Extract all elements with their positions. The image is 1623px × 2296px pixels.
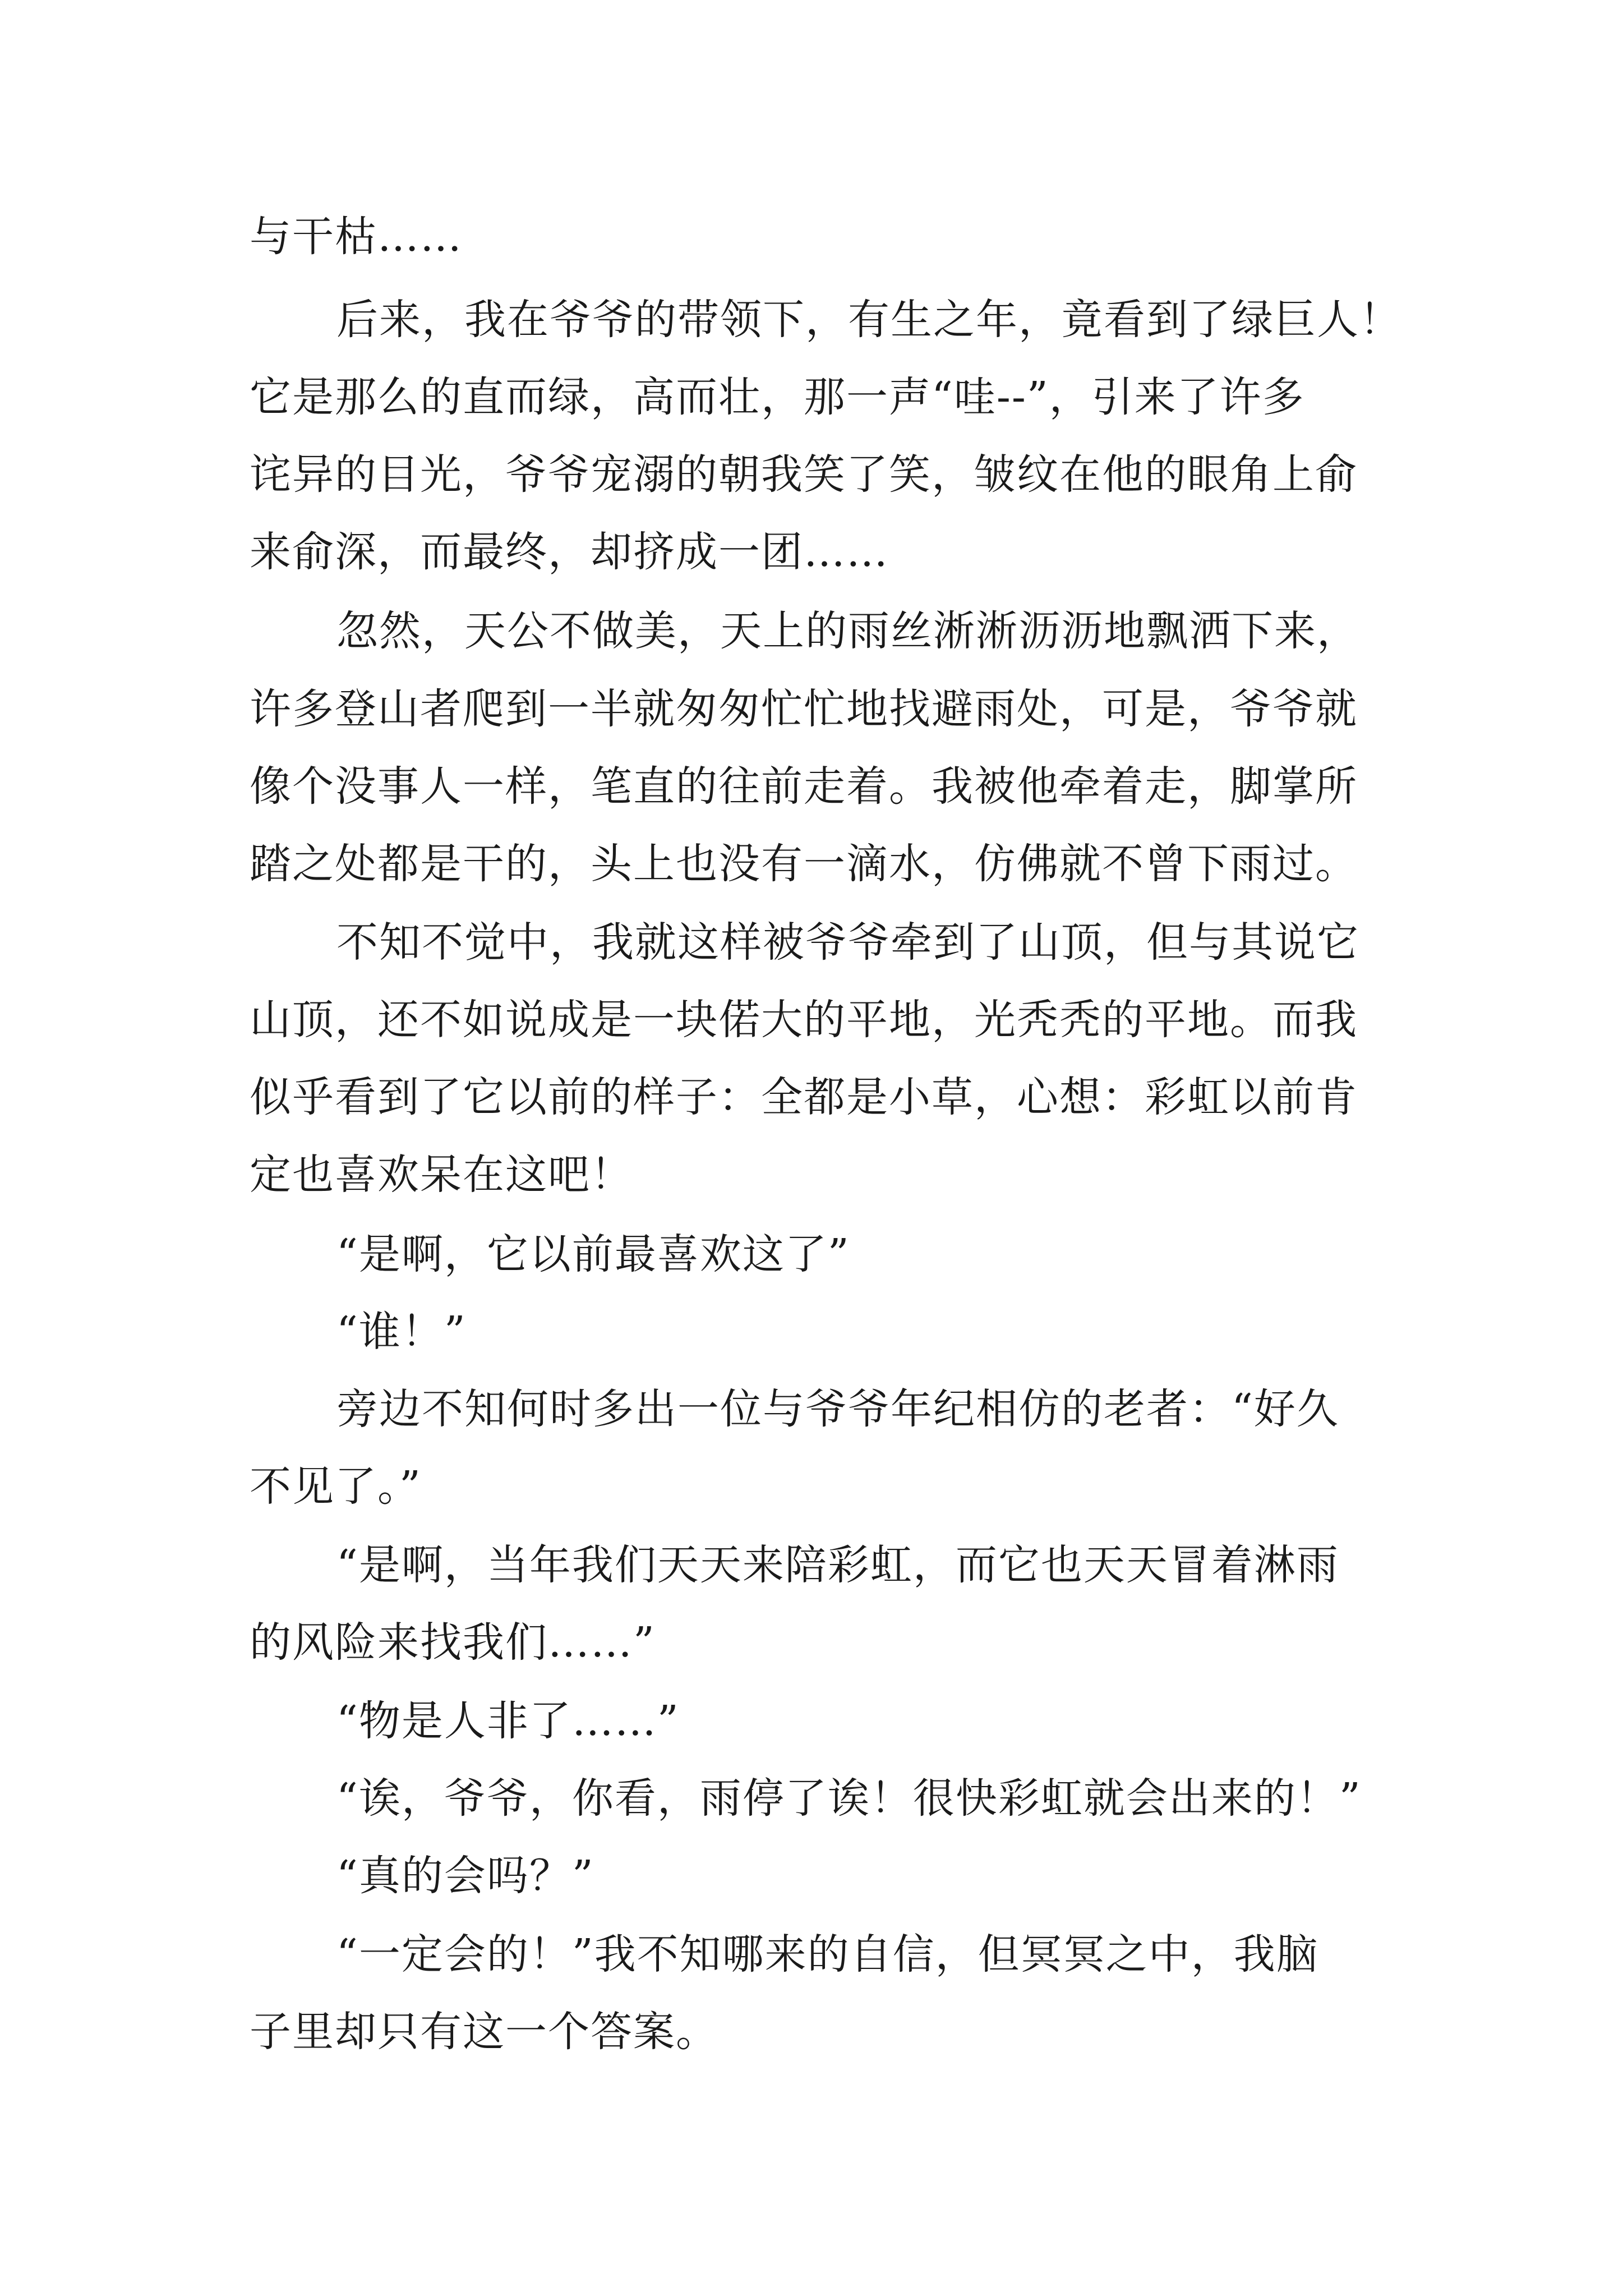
paragraph-start: 忽然，天公不做美，天上的雨丝淅淅沥沥地飘洒下来，	[336, 607, 1359, 655]
dialogue-line: “谁！”	[336, 1308, 467, 1356]
text-line: 它是那么的直而绿，高而壮，那一声“哇--”，引来了许多	[250, 373, 1305, 421]
text-line: 不见了。”	[250, 1462, 422, 1511]
dialogue-line: “诶，爷爷，你看，雨停了诶！很快彩虹就会出来的！”	[336, 1774, 1362, 1823]
dialogue-line: “物是人非了……”	[336, 1697, 680, 1745]
text-line: 子里却只有这一个答案。	[250, 2008, 718, 2056]
text-line: 定也喜欢呆在这吧！	[250, 1151, 633, 1199]
paragraph-start: 旁边不知何时多出一位与爷爷年纪相仿的老者：“好久	[336, 1385, 1339, 1433]
text-line: 踏之处都是干的，头上也没有一滴水，仿佛就不曾下雨过。	[250, 840, 1358, 888]
paragraph-start: 不知不觉中，我就这样被爷爷牵到了山顶，但与其说它	[336, 918, 1359, 967]
dialogue-line: “真的会吗？”	[336, 1852, 594, 1900]
text-line: 山顶，还不如说成是一块偌大的平地，光秃秃的平地。而我	[250, 996, 1358, 1044]
text-line: 与干枯……	[250, 213, 463, 261]
text-line: 像个没事人一样，笔直的往前走着。我被他牵着走，脚掌所	[250, 762, 1358, 811]
text-line: 许多登山者爬到一半就匆匆忙忙地找避雨处，可是，爷爷就	[250, 685, 1358, 733]
text-line: 的风险来找我们……”	[250, 1618, 656, 1667]
paragraph-start: 后来，我在爷爷的带领下，有生之年，竟看到了绿巨人！	[336, 296, 1402, 344]
dialogue-line: “是啊，它以前最喜欢这了”	[336, 1230, 850, 1278]
text-line: 诧异的目光，爷爷宠溺的朝我笑了笑，皱纹在他的眼角上俞	[250, 450, 1358, 499]
text-line: 来俞深，而最终，却挤成一团……	[250, 528, 889, 576]
text-line: 似乎看到了它以前的样子：全都是小草，心想：彩虹以前肯	[250, 1073, 1358, 1121]
dialogue-line: “一定会的！”我不知哪来的自信，但冥冥之中，我脑	[336, 1930, 1319, 1978]
dialogue-line: “是啊，当年我们天天来陪彩虹，而它也天天冒着淋雨	[336, 1541, 1339, 1589]
